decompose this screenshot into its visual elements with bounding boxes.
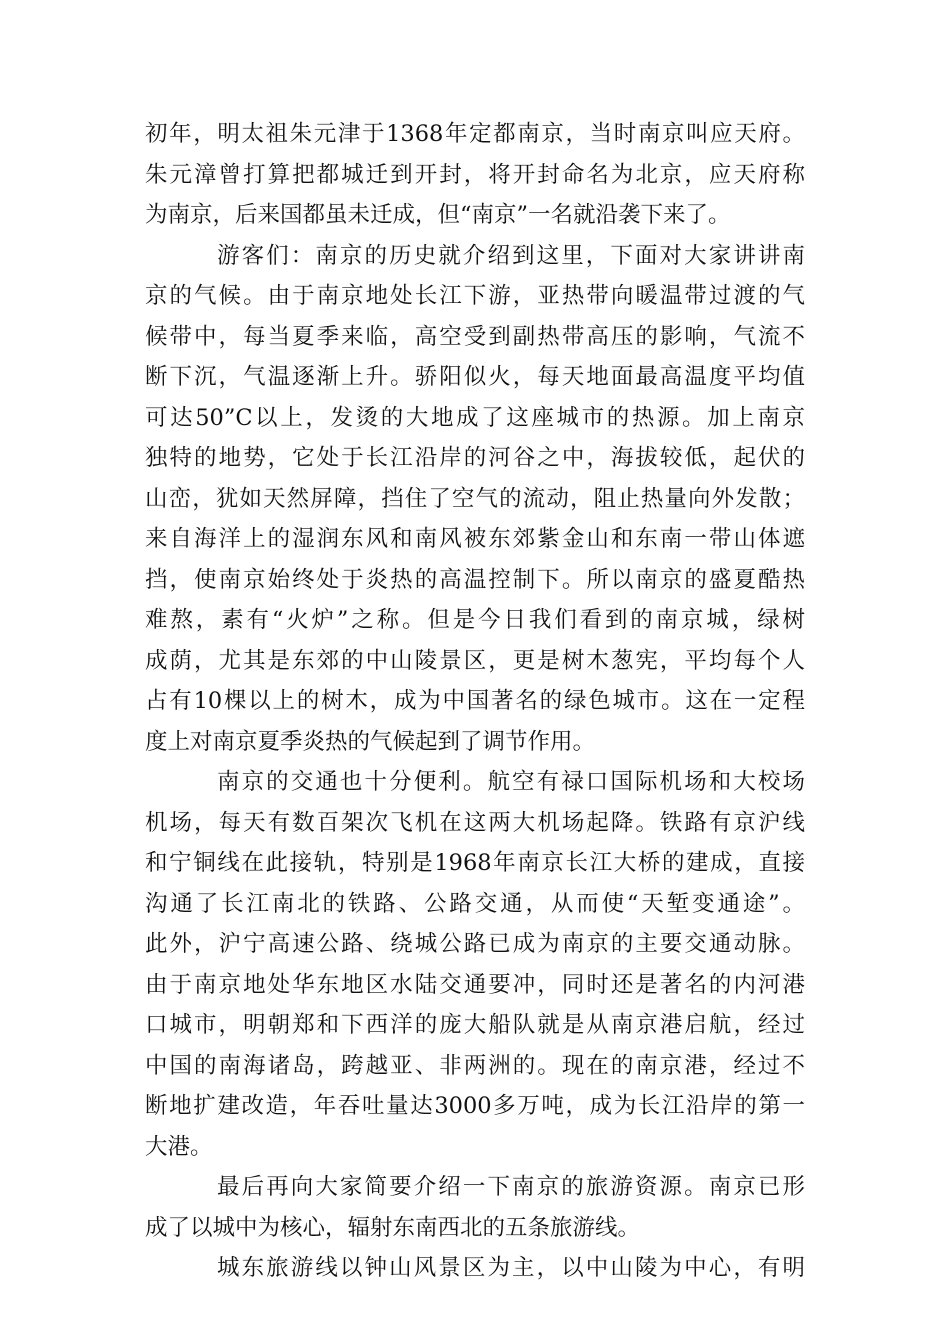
text-line: 为南京，后来国都虽未迁成，但“南京”一名就沿袭下来了。	[145, 202, 731, 228]
text-line: 可达50”C以上，发烫的大地成了这座城市的热源。加上南京	[145, 404, 805, 431]
text-line: 中国的南海诸岛，跨越亚、非两洲的。现在的南京港，经过不	[145, 1052, 805, 1079]
text-line: 占有10棵以上的树木，成为中国著名的绿色城市。这在一定程	[145, 688, 805, 714]
text-line: 机场，每天有数百架次飞机在这两大机场起降。铁路有京沪线	[145, 809, 805, 836]
text-line: 朱元漳曾打算把都城迁到开封，将开封命名为北京，应天府称	[145, 161, 805, 188]
text-line: 来自海洋上的湿润东风和南风被东郊紫金山和东南一带山体遮	[145, 526, 805, 552]
text-line: 挡，使南京始终处于炎热的高温控制下。所以南京的盛夏酷热	[145, 566, 805, 593]
text-line: 独特的地势，它处于长江沿岸的河谷之中，海拔较低，起伏的	[145, 445, 805, 471]
text-line: 游客们：南京的历史就介绍到这里，下面对大家讲讲南	[217, 242, 805, 269]
text-line: 京的气候。由于南京地处长江下游，亚热带向暖温带过渡的气	[145, 283, 805, 309]
text-line: 口城市，明朝郑和下西洋的庞大船队就是从南京港启航，经过	[145, 1012, 805, 1038]
text-line: 最后再向大家简要介绍一下南京的旅游资源。南京已形	[217, 1174, 805, 1200]
text-line: 城东旅游线以钟山风景区为主，以中山陵为中心，有明	[217, 1255, 805, 1281]
text-line: 断地扩建改造，年吞吐量达3000多万吨，成为长江沿岸的第一	[145, 1093, 805, 1119]
text-line: 成了以城中为核心，辐射东南西北的五条旅游线。	[145, 1214, 641, 1241]
text-line: 断下沉，气温逐渐上升。骄阳似火，每天地面最高温度平均值	[145, 364, 805, 390]
text-line: 初年，明太祖朱元津于1368年定都南京，当时南京叫应天府。	[145, 121, 805, 147]
text-line: 沟通了长江南北的铁路、公路交通，从而使“天堑变通途”。	[145, 890, 805, 917]
text-line: 南京的交通也十分便利。航空有禄口国际机场和大校场	[217, 769, 805, 795]
text-line: 大港。	[145, 1133, 213, 1160]
text-line: 山峦，犹如天然屏障，挡住了空气的流动，阻止热量向外发散；	[145, 485, 805, 512]
body-text	[145, 114, 805, 1289]
text-line: 难熬，素有“火炉”之称。但是今日我们看到的南京城，绿树	[145, 607, 805, 633]
text-line: 由于南京地处华东地区水陆交通要冲，同时还是著名的内河港	[145, 971, 805, 998]
text-line: 和宁铜线在此接轨，特别是1968年南京长江大桥的建成，直接	[145, 850, 805, 876]
text-line: 度上对南京夏季炎热的气候起到了调节作用。	[145, 728, 596, 755]
text-line: 此外，沪宁高速公路、绕城公路已成为南京的主要交通动脉。	[145, 931, 805, 957]
text-line: 候带中，每当夏季来临，高空受到副热带高压的影响，气流不	[145, 323, 805, 350]
text-line: 成荫，尤其是东郊的中山陵景区，更是树木葱宪，平均每个人	[145, 647, 805, 674]
